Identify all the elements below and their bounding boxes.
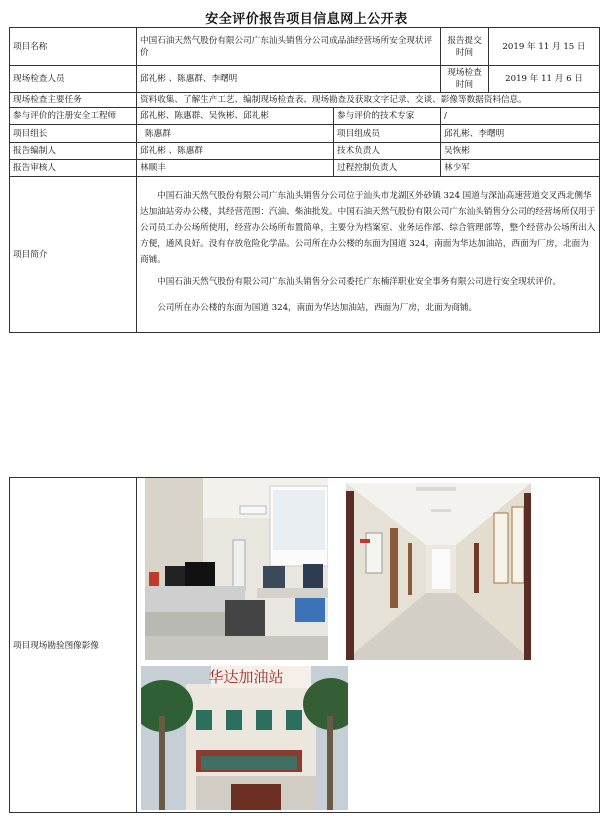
label-tech-lead: 技术负责人 [334, 143, 441, 160]
value-inspectors: 邱礼彬 、陈惠群、李曙明 [137, 66, 441, 93]
label-leader: 项目组长 [10, 125, 137, 143]
label-reviewer: 报告审核人 [10, 160, 137, 177]
value-tech-lead: 吴恢彬 [441, 143, 600, 160]
intro-paragraph-2: 中国石油天然气股份有限公司广东汕头销售分公司委托广东楠洋职业安全事务有限公司进行安全现状评价。 [157, 276, 562, 287]
value-process-lead: 林少军 [441, 160, 600, 177]
building-sign-text: 华达加油站 [208, 668, 284, 686]
intro-paragraph-3: 公司所在办公楼的东面为国道 324，南面为华达加油站，西面为厂房，北面为商铺。 [157, 302, 478, 313]
value-leader: 陈惠群 [137, 125, 334, 143]
label-photos: 项目现场勘验图像影像 [10, 478, 137, 813]
label-inspectors: 现场检查人员 [10, 66, 137, 93]
corridor-photo [346, 483, 531, 660]
value-inspect-time: 2019 年 11 月 6 日 [489, 66, 600, 93]
label-writers: 报告编制人 [10, 143, 137, 160]
value-engineers: 邱礼彬、陈惠群、吴恢彬、邱礼彬 [137, 108, 334, 125]
intro-paragraph-1: 中国石油天然气股份有限公司广东汕头销售分公司位于汕头市龙湖区外砂镇 324 国道与深汕高速营道交叉西北侧华达加油站旁办公楼，其经营范围：汽油、柴油批发。中国石油天然气股份有限公司广东汕头销售分公司的经营场所仅用于公司员工办公场所使用，经营办公场所布置简单，主要分为档案室、业务运作部、综合管理部等，整个经营办公场所出入方便，通风良好。没有存放危险化学品。公司所在办公楼的东面为国道 324，南面为华达加油站，西面为厂房，北面为商铺。 [140, 190, 596, 265]
label-experts: 参与评价的技术专家 [334, 108, 441, 125]
value-writers: 邱礼彬 、陈惠群 [137, 143, 334, 160]
label-process-lead: 过程控制负责人 [334, 160, 441, 177]
info-table [9, 27, 600, 333]
label-inspect-time: 现场检查时间 [441, 66, 489, 93]
label-intro: 项目简介 [10, 177, 137, 333]
value-members: 邱礼彬、李曙明 [441, 125, 600, 143]
office-photo [145, 478, 328, 660]
label-tasks: 现场检查主要任务 [10, 93, 137, 108]
label-members: 项目组成员 [334, 125, 441, 143]
page-title: 安全评价报告项目信息网上公开表 [205, 12, 408, 27]
label-submit-time: 报告提交时间 [441, 28, 489, 66]
value-tasks: 资料收集、了解生产工艺、编制现场检查表、现场勘查及获取文字记录、交谈、影像等数据资料信息。 [137, 93, 600, 108]
building-photo [141, 666, 348, 810]
value-reviewer: 林顺丰 [137, 160, 334, 177]
label-engineers: 参与评价的注册安全工程师 [10, 108, 137, 125]
value-intro [137, 177, 600, 333]
value-submit-time: 2019 年 11 月 15 日 [489, 28, 600, 66]
value-experts: / [441, 108, 600, 125]
label-project-name: 项目名称 [10, 28, 137, 66]
value-project-name: 中国石油天然气股份有限公司广东汕头销售分公司成品油经营场所安全现状评价 [137, 28, 441, 66]
